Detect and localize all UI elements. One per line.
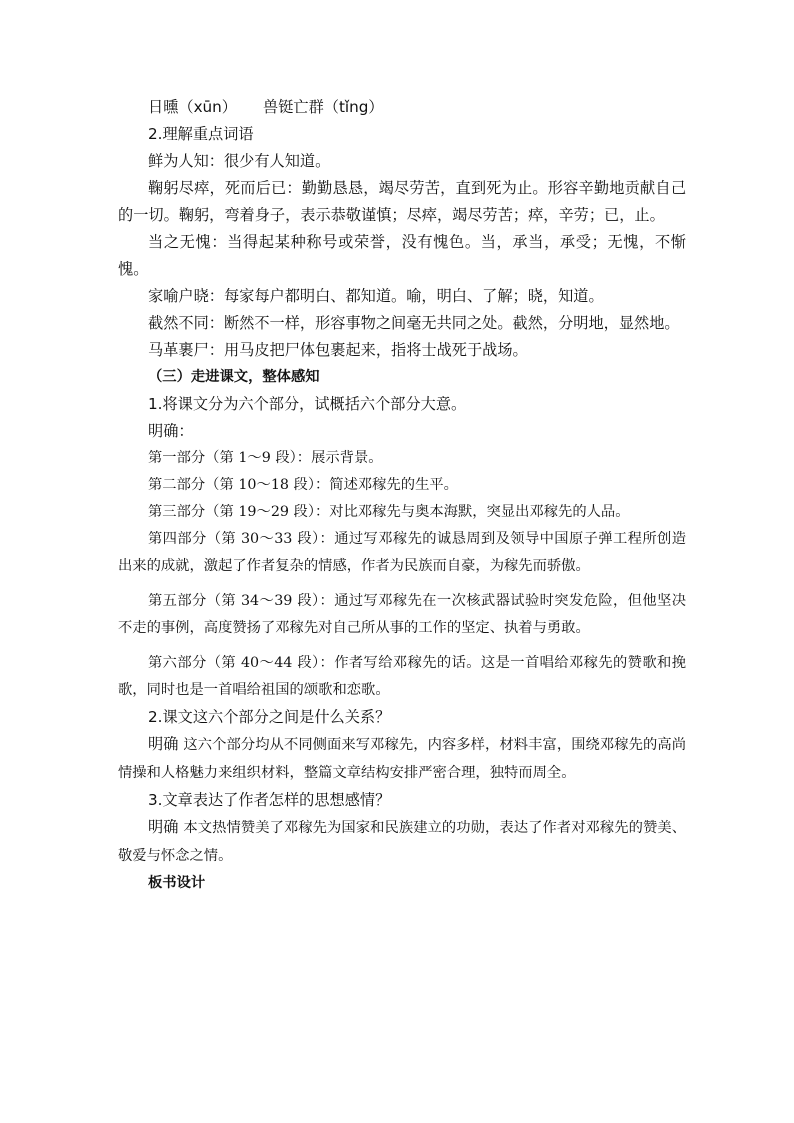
part-summary: 第二部分（第 10～18 段）：简述邓稼先的生平。 [148, 477, 458, 493]
pinyin-item-ting: 兽铤亡群（tǐng） [263, 98, 384, 116]
part-summary: 第三部分（第 19～29 段）：对比邓稼先与奥本海默，突显出邓稼先的人品。 [148, 504, 630, 520]
answer-label: 明确 [148, 735, 179, 753]
part-summary: 第一部分（第 1～9 段）：展示背景。 [148, 450, 383, 466]
pinyin-line [118, 94, 686, 121]
term-definition: 马革裹尸：用马皮把尸体包裹起来，指将士战死于战场。 [148, 341, 528, 359]
part-summary: 第四部分（第 30～33 段）：通过写邓稼先的诚恳周到及领导中国原子弹工程所创造出来的成就，激起了作者复杂的情感，作者为民族而自豪，为稼先而骄傲。 [118, 531, 686, 574]
term-definition: 家喻户晓：每家每户都明白、都知道。喻，明白、了解；晓，知道。 [148, 287, 604, 305]
answer-label: 明确 [148, 818, 179, 836]
document-page [118, 94, 686, 897]
answer-text: 本文热情赞美了邓稼先为国家和民族建立的功勋，表达了作者对邓稼先的赞美、敬爱与怀念之情。 [118, 820, 687, 864]
question-1-answer-label: 明确： [148, 422, 194, 440]
part-summary: 第六部分（第 40～44 段）：作者写给邓稼先的话。这是一首唱给邓稼先的赞歌和挽歌，同时也是一首唱给祖国的颂歌和恋歌。 [118, 655, 686, 698]
term-definition: 当之无愧：当得起某种称号或荣誉，没有愧色。当，承当，承受；无愧，不惭愧。 [118, 233, 686, 278]
section3-title: （三）走进课文，整体感知 [148, 369, 320, 385]
term-definition: 截然不同：断然不一样，形容事物之间毫无共同之处。截然，分明地，显然地。 [148, 314, 680, 332]
term-definition: 鲜为人知：很少有人知道。 [148, 152, 331, 170]
question-2-answer [118, 731, 686, 787]
question-2: 2.课文这六个部分之间是什么关系？ [148, 708, 391, 726]
question-3: 3.文章表达了作者怎样的思想感情？ [148, 791, 391, 809]
answer-text: 这六个部分均从不同侧面来写邓稼先，内容多样，材料丰富，围绕邓稼先的高尚情操和人格魅力来组织材料，整篇文章结构安排严密合理，独特而周全。 [118, 737, 687, 781]
part-summary: 第五部分（第 34～39 段）：通过写邓稼先在一次核武器试验时突发危险，但他坚决不走的事例，高度赞扬了邓稼先对自己所从事的工作的坚定、执着与勇敢。 [118, 593, 686, 636]
term-definition: 鞠躬尽瘁，死而后已：勤勤恳恳，竭尽劳苦，直到死为止。形容辛勤地贡献自己的一切。鞠躬，弯着身子，表示恭敬谨慎；尽瘁，竭尽劳苦；瘁，辛劳；已，止。 [118, 179, 686, 224]
pinyin-item-xun: 日曛（xūn） [148, 98, 237, 116]
question-3-answer [118, 814, 686, 870]
section2-title: 2.理解重点词语 [148, 125, 254, 143]
question-1: 1.将课文分为六个部分，试概括六个部分大意。 [148, 395, 467, 413]
board-design-title: 板书设计 [148, 875, 206, 891]
